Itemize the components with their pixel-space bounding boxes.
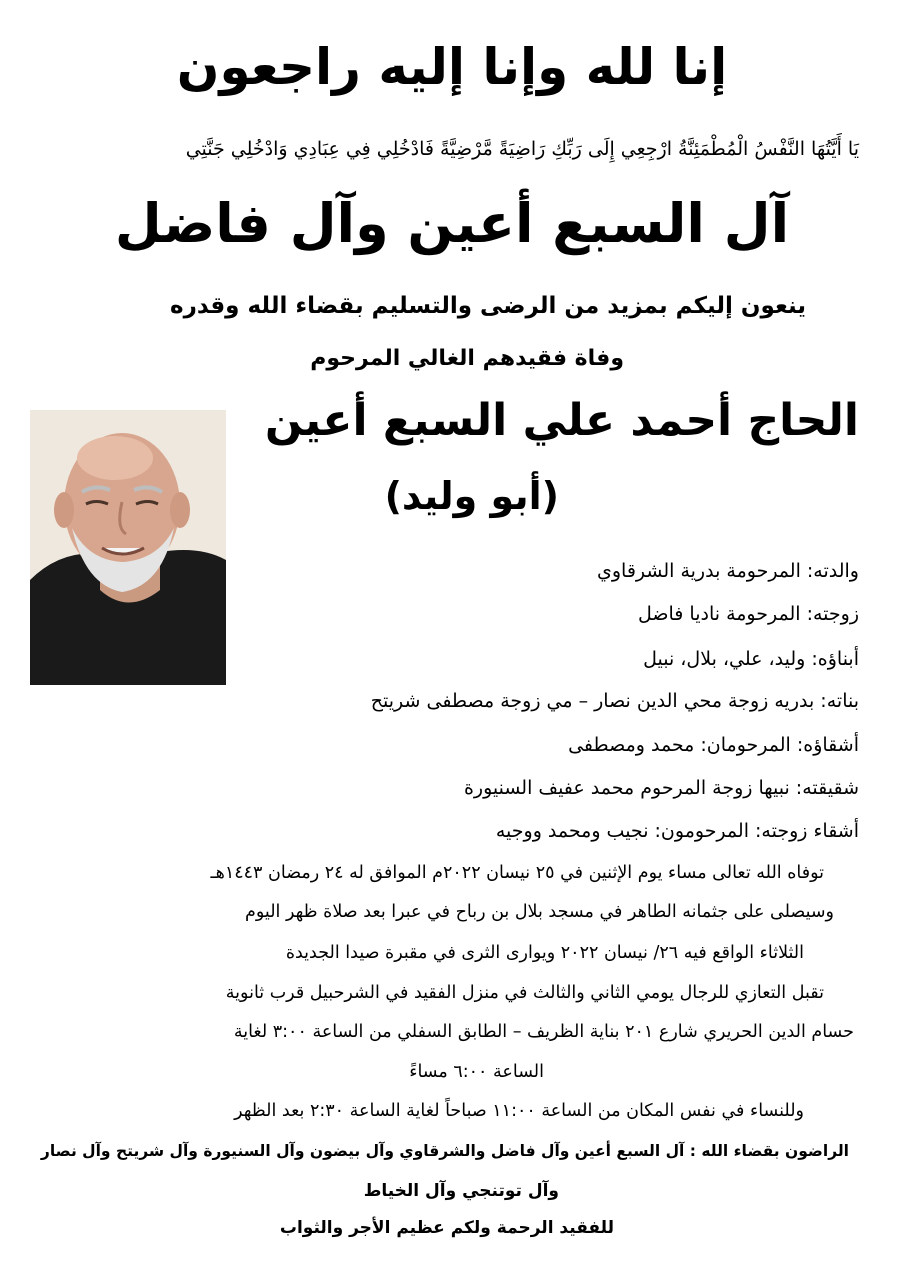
relative-line: أبناؤه: وليد، علي، بلال، نبيل [643, 648, 859, 670]
relative-line: شقيقته: نبيها زوجة المرحوم محمد عفيف السنيورة [463, 777, 859, 799]
relative-line: بناته: بدريه زوجة محي الدين نصار – مي زوجة مصطفى شريتح [370, 690, 859, 712]
funeral-detail-line: تقبل التعازي للرجال يومي الثاني والثالث في منزل الفقيد في الشرحبيل قرب ثانوية [225, 983, 824, 1003]
family-names: آل السبع أعين وآل فاضل [114, 192, 790, 255]
relative-line: والدته: المرحومة بدرية الشرقاوي [596, 560, 859, 582]
mourners-line: الراضون بقضاء الله : آل السبع أعين وآل فاضل والشرقاوي وآل بيضون وآل السنيورة وآل شريتح وآل نصار [40, 1142, 849, 1160]
funeral-detail-line: توفاه الله تعالى مساء يوم الإثنين في ٢٥ نيسان ٢٠٢٢م الموافق له ٢٤ رمضان ١٤٤٣هـ [210, 863, 824, 883]
deceased-nickname: (أبو وليد) [384, 474, 559, 518]
funeral-detail-line: وسيصلى على جثمانه الطاهر في مسجد بلال بن رباح في عبرا بعد صلاة ظهر اليوم [245, 902, 834, 922]
funeral-detail-line: حسام الدين الحريري شارع ٢٠١ بناية الظريف – الطابق السفلي من الساعة ٣:٠٠ لغاية [233, 1022, 854, 1042]
funeral-detail-line: الساعة ٦:٠٠ مساءً [409, 1062, 544, 1082]
closing-line: للفقيد الرحمة ولكم عظيم الأجر والثواب [279, 1218, 614, 1238]
quran-verse: يَا أَيَّتُهَا النَّفْسُ الْمُطْمَئِنَّةُ ارْجِعِي إِلَى رَبِّكِ رَاضِيَةً مَّرْضِيَّةً فَادْخُلِي فِي عِبَادِي وَادْخُلِي جَنَّتِي [185, 138, 859, 160]
relative-line: أشقاؤه: المرحومان: محمد ومصطفى [568, 734, 859, 756]
deceased-photo [30, 410, 226, 685]
portrait-image [30, 410, 226, 685]
mourners-line: وآل توتنجي وآل الخياط [363, 1181, 559, 1201]
death-of-line: وفاة فقيدهم الغالي المرحوم [310, 346, 624, 371]
deceased-name: الحاج أحمد علي السبع أعين [264, 395, 859, 446]
announcement-line: ينعون إليكم بمزيد من الرضى والتسليم بقضاء الله وقدره [170, 293, 806, 319]
funeral-detail-line: الثلاثاء الواقع فيه ٢٦/ نيسان ٢٠٢٢ ويوارى الثرى في مقبرة صيدا الجديدة [285, 943, 804, 963]
relative-line: زوجته: المرحومة ناديا فاضل [637, 603, 859, 625]
page-title: إنا لله وإنا إليه راجعون [176, 38, 728, 96]
funeral-detail-line: وللنساء في نفس المكان من الساعة ١١:٠٠ صباحاً لغاية الساعة ٢:٣٠ بعد الظهر [234, 1101, 804, 1121]
relative-line: أشقاء زوجته: المرحومون: نجيب ومحمد ووجيه [495, 820, 859, 842]
